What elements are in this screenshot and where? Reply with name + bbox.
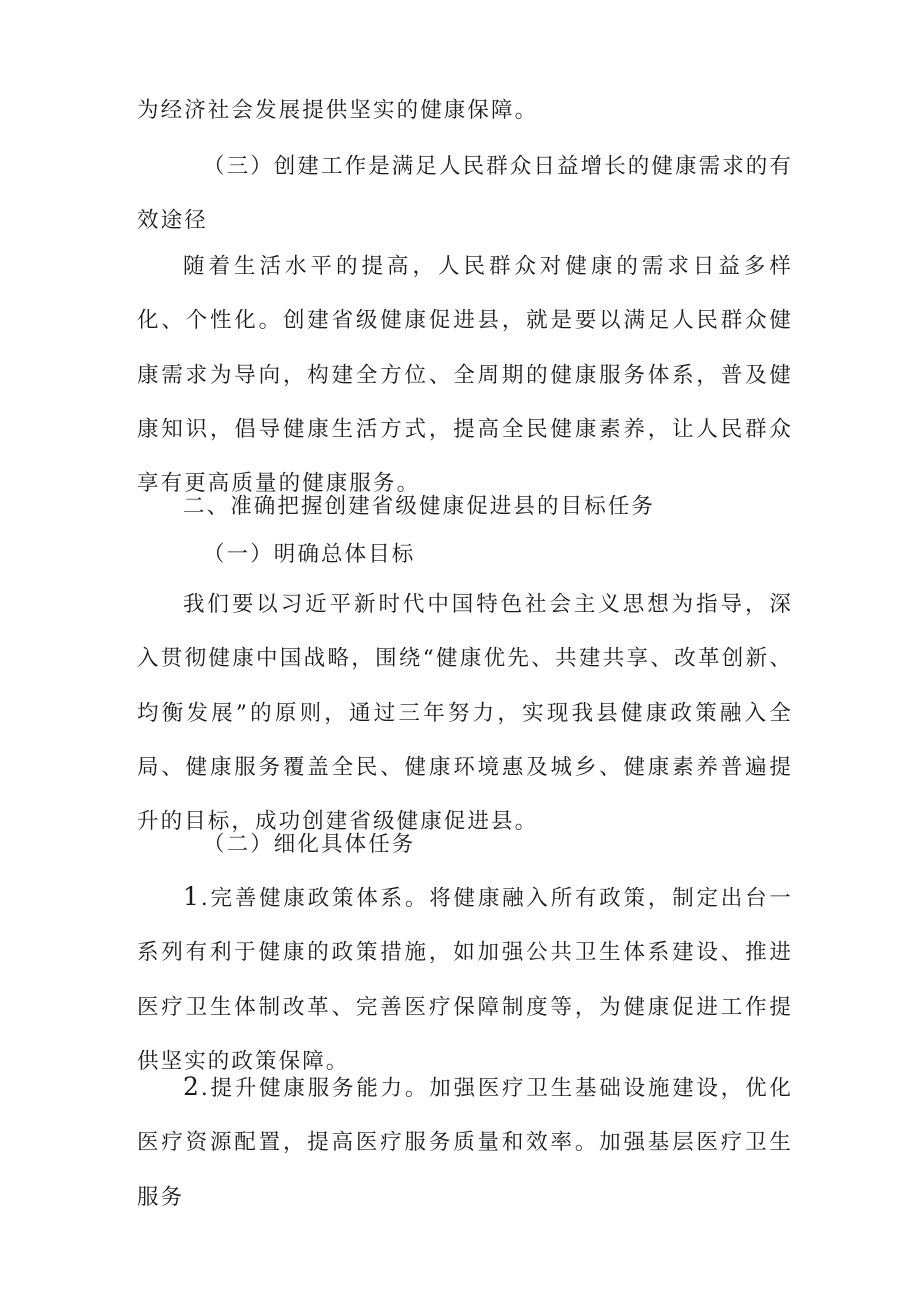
paragraph-living-standards (137, 240, 793, 511)
subheading-one (137, 528, 793, 582)
section-heading-text: 二、准确把握创建省级健康促进县的目标任务 (183, 494, 656, 519)
paragraph-text: 我们要以习近平新时代中国特色社会主义思想为指导，深入贯彻健康中国战略，围绕“健康优先、共建共享、改革创新、均衡发展”的原则，通过三年努力，实现我县健康政策融入全局、健康服务覆盖全民、健康环境惠及城乡、健康素养普遍提升的目标，成功创建省级健康促进县。 (137, 592, 793, 835)
section-heading-two (137, 480, 793, 534)
task-text: .提升健康服务能力。加强医疗卫生基础设施建设，优化医疗资源配置，提高医疗服务质量和效率。加强基层医疗卫生服务 (137, 1076, 793, 1210)
subheading-text: （二）细化具体任务 (203, 832, 416, 857)
subheading-two (137, 818, 793, 872)
task-number: 1 (183, 882, 201, 911)
paragraph-text: 为经济社会发展提供坚实的健康保障。 (137, 98, 539, 123)
subheading-text: （三）创建工作是满足人民群众日益增长的健康需求的有效途径 (137, 154, 794, 234)
paragraph-continuation (137, 84, 793, 138)
task-number: 2 (183, 1072, 201, 1101)
subheading-text: （一）明确总体目标 (203, 542, 416, 567)
task-item-1 (137, 870, 793, 1089)
task-item-2 (137, 1060, 793, 1225)
paragraph-text: 随着生活水平的提高，人民群众对健康的需求日益多样化、个性化。创建省级健康促进县，就是要以满足人民群众健康需求为导向，构建全方位、全周期的健康服务体系，普及健康知识，倡导健康生活方式，提高全民健康素养，让人民群众享有更高质量的健康服务。 (137, 254, 793, 497)
paragraph-overall-goal (137, 578, 793, 849)
subheading-three (137, 140, 793, 249)
task-text: .完善健康政策体系。将健康融入所有政策，制定出台一系列有利于健康的政策措施，如加强公共卫生体系建设、推进医疗卫生体制改革、完善医疗保障制度等，为健康促进工作提供坚实的政策保障。 (137, 886, 793, 1074)
